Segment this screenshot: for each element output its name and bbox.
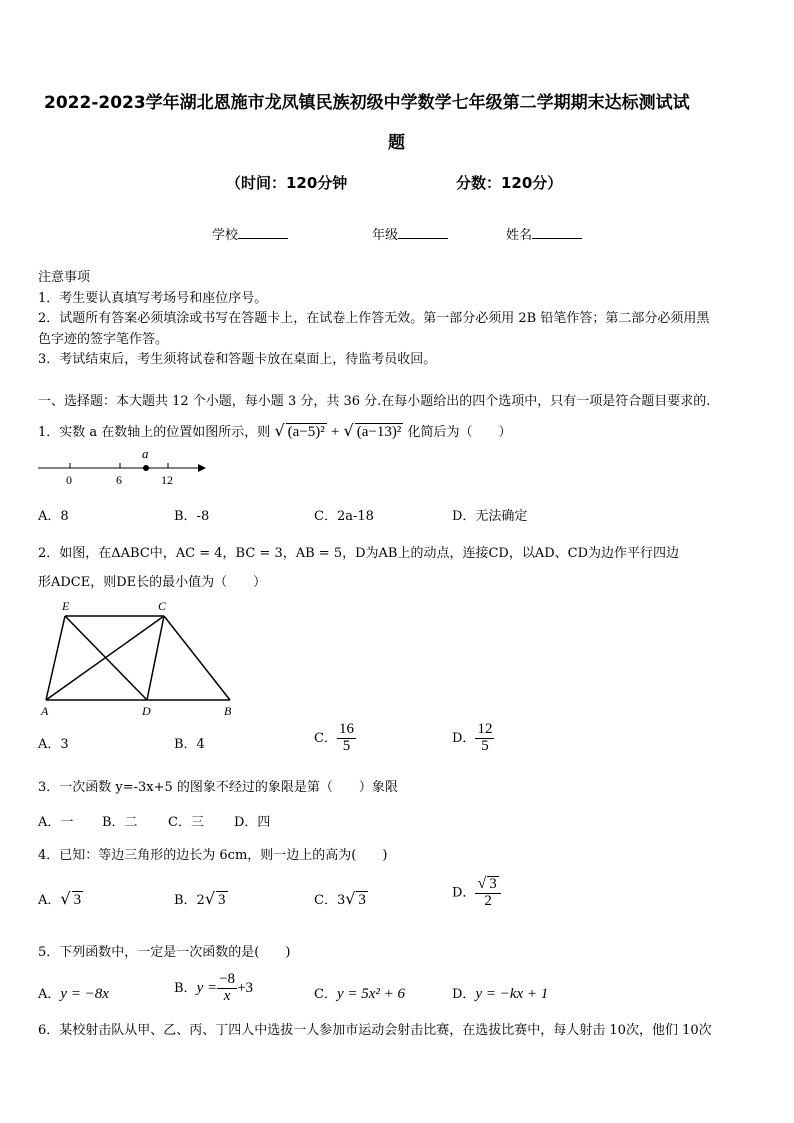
q5-option-b [174, 972, 253, 1005]
point-a-dot [143, 465, 149, 471]
q1-prefix: 1．实数 a 在数轴上的位置如图所示，则 [38, 425, 271, 440]
vertex-e-label: E [62, 599, 70, 613]
q2-option-d-prefix: D． [452, 730, 476, 746]
q4-option-a-prefix: A． [38, 893, 61, 908]
vertex-c-label: C [158, 599, 167, 613]
q5-option-d-expr: y = −kx + 1 [475, 986, 549, 1002]
grade-blank [398, 226, 448, 239]
vertex-b-label: B [224, 704, 232, 718]
notice-item: 3．考试结束后，考生须将试卷和答题卡放在桌面上，待监考员收回。 [38, 352, 437, 367]
tick-label-0: 0 [66, 473, 72, 487]
q5-option-c-prefix: C． [314, 987, 337, 1002]
tick-label-6: 6 [116, 473, 122, 487]
q5-option-b-den: x [223, 987, 231, 1004]
q3-option-d: D．四 [234, 815, 271, 830]
q4-option-d-den: 2 [484, 892, 492, 909]
notice-heading: 注意事项 [38, 270, 91, 285]
point-a-label: a [142, 446, 149, 461]
q4-option-c-prefix: C．3 [314, 893, 346, 908]
q3-option-c: C．三 [168, 815, 204, 830]
q1-option-c: C．2a-18 [314, 509, 374, 524]
q2-option-d [452, 722, 494, 755]
q5-option-b-num: −8 [219, 971, 236, 987]
q1-expr1: (a−5)² [287, 424, 325, 440]
q5-option-d-prefix: D． [452, 987, 476, 1002]
q5-option-c [314, 983, 405, 1003]
q1-option-b: B．-8 [174, 509, 210, 524]
q5-option-b-rhs: +3 [237, 979, 254, 996]
question-1-stem [38, 421, 511, 441]
radical-icon: √ [204, 889, 216, 908]
q1-suffix: 化简后为（ ） [407, 425, 512, 440]
q2-option-c [314, 722, 356, 755]
q2-option-d-num: 12 [477, 721, 493, 737]
notice-item: 1．考生要认真填写考场号和座位序号。 [38, 291, 268, 306]
q2-option-c-prefix: C． [314, 730, 337, 746]
q1-plus: + [330, 424, 340, 440]
name-label: 姓名 [506, 228, 533, 243]
question-3-stem: 3．一次函数 y=-3x+5 的图象不经过的象限是第（ ）象限 [38, 780, 398, 795]
vertex-d-label: D [142, 704, 151, 718]
section-heading: 一、选择题：本大题共 12 个小题，每小题 3 分，共 36 分.在每小题给出的四个选项中，只有一项是符合题目要求的. [38, 394, 711, 409]
radical-icon: √ [343, 421, 354, 440]
q2-option-c-num: 16 [338, 721, 354, 737]
school-field [212, 224, 288, 243]
q4-option-b-rad: 3 [218, 892, 226, 908]
segment-cd [147, 616, 164, 700]
q2-option-b: B．4 [174, 737, 205, 752]
q3-option-a: A．一 [38, 815, 74, 830]
radical-icon: √ [345, 889, 356, 908]
q1-expr2: (a−13)² [356, 424, 402, 440]
segment-cb [164, 616, 230, 700]
q4-option-b-prefix: B．2 [174, 893, 205, 908]
radical-icon: √ [274, 421, 285, 440]
q5-option-a-prefix: A． [38, 987, 61, 1002]
q4-option-c [314, 889, 368, 909]
exam-score: 分数：120分） [456, 174, 563, 192]
q2-option-d-den: 5 [481, 737, 489, 754]
question-2-line2: 形ADCE，则DE长的最小值为（ ） [38, 575, 267, 590]
q4-option-a-rad: 3 [73, 892, 82, 908]
q3-option-b: B．二 [102, 815, 138, 830]
q1-option-a: A．8 [38, 509, 69, 524]
q5-option-a [38, 983, 109, 1003]
segment-ea [46, 616, 65, 700]
notice-item: 色字迹的签字笔作答。 [38, 332, 169, 347]
arrow-icon [198, 464, 206, 472]
page-title-line1: 2022-2023学年湖北恩施市龙凤镇民族初级中学数学七年级第二学期期末达标测试试 [44, 93, 690, 113]
name-blank [532, 226, 582, 239]
q2-option-a: A．3 [38, 737, 69, 752]
q1-option-d: D．无法确定 [452, 509, 528, 524]
notice-item: 2．试题所有答案必须填涂或书写在答题卡上，在试卷上作答无效。第一部分必须用 2B 铅笔作答；第二部分必须用黑 [38, 311, 710, 326]
q4-option-d-prefix: D． [452, 885, 476, 901]
q4-option-b [174, 889, 228, 909]
q2-option-c-den: 5 [342, 737, 351, 754]
vertex-a-label: A [41, 704, 49, 718]
page-title-line2: 题 [388, 133, 405, 153]
q5-option-a-expr: y = −8x [60, 986, 109, 1002]
question-4-stem: 4．已知：等边三角形的边长为 6cm，则一边上的高为( ) [38, 848, 388, 863]
radical-icon: √ [60, 889, 71, 908]
q5-option-c-expr: y = 5x² + 6 [336, 986, 406, 1002]
segment-ed [65, 616, 147, 700]
radical-icon: √ [477, 875, 487, 892]
q4-option-c-rad: 3 [358, 892, 366, 908]
question-6-stem: 6．某校射击队从甲、乙、丙、丁四人中选拔一人参加市运动会射击比赛，在选拔比赛中，每人射击 10次，他们 10次 [38, 1023, 712, 1038]
number-line-figure [36, 446, 216, 490]
question-2-line1: 2．如图，在ΔABC中，AC = 4，BC = 3，AB = 5，D为AB上的动点，连接CD，以AD、CD为边作平行四边 [38, 546, 680, 561]
school-blank [238, 226, 288, 239]
q5-option-b-lhs: y = [196, 979, 218, 996]
question-5-stem: 5．下列函数中，一定是一次函数的是( ) [38, 945, 291, 960]
q4-option-d-num: 3 [489, 876, 497, 892]
tick-label-12: 12 [161, 473, 173, 487]
school-label: 学校 [212, 228, 239, 243]
grade-field [372, 224, 448, 243]
q5-option-b-prefix: B． [174, 980, 197, 996]
parallelogram-figure [36, 598, 246, 720]
exam-time: （时间：120分钟 [226, 174, 348, 192]
grade-label: 年级 [372, 228, 399, 243]
q5-option-d [452, 983, 548, 1003]
name-field [506, 224, 582, 243]
q4-option-d [452, 876, 501, 910]
q4-option-a [38, 889, 83, 909]
